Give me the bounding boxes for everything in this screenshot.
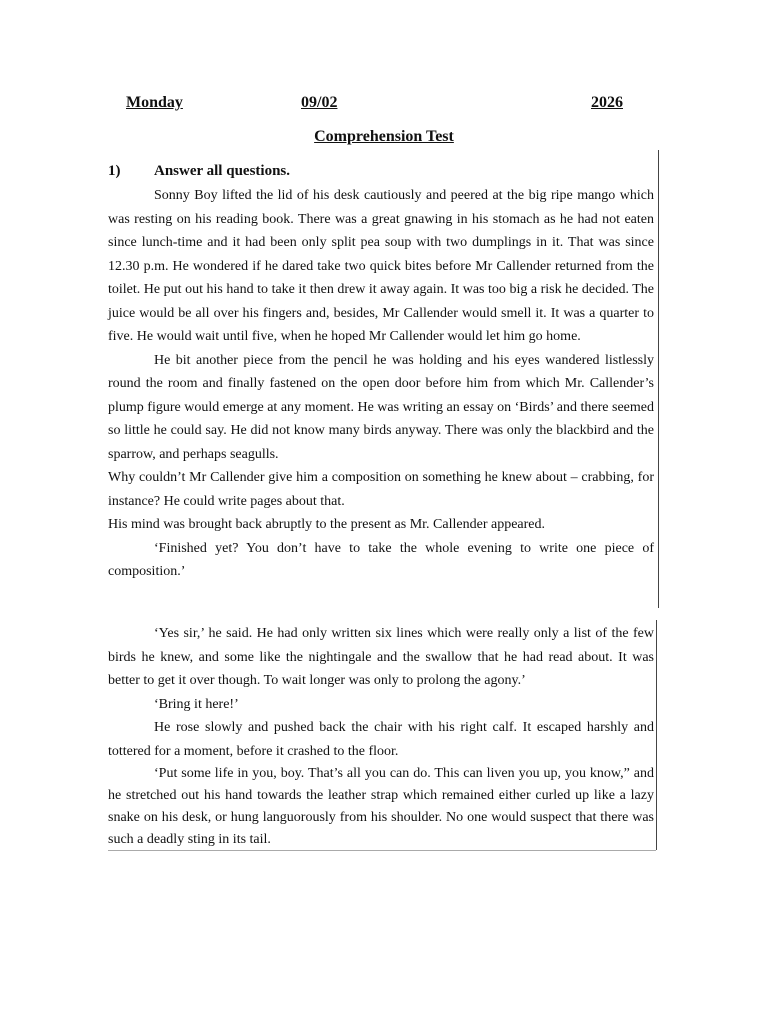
bottom-rule <box>108 850 656 851</box>
question-instruction: Answer all questions. <box>154 163 290 179</box>
margin-rule-2 <box>656 620 657 850</box>
question-number: 1) <box>108 163 121 179</box>
paragraph: ‘Bring it here!’ <box>154 696 239 712</box>
passage-part-1 <box>108 184 654 584</box>
page-title-text: Comprehension Test <box>314 128 454 145</box>
header-year: 2026 <box>591 94 623 111</box>
header-day: Monday <box>126 94 183 111</box>
header-date: 09/02 <box>301 94 338 111</box>
paragraph: Why couldn’t Mr Callender give him a composition on something he knew about – crabbing, for instance? He could write pages about that. <box>108 470 654 509</box>
passage-part-2 <box>108 622 654 851</box>
paragraph: ‘Finished yet? You don’t have to take the whole evening to write one piece of composition.’ <box>108 540 654 579</box>
paragraph: He rose slowly and pushed back the chair with his right calf. It escaped harshly and tottered for a moment, before it crashed to the floor. <box>108 720 654 759</box>
paragraph: Sonny Boy lifted the lid of his desk cautiously and peered at the big ripe mango which was resting on his reading book. There was a great gnawing in his stomach as he had not eaten since lunch-time and it had been only split pea soup with two dumplings in it. That was since 12.30 p.m. He wondered if he dared take two quick bites before Mr Callender returned from the toilet. He put out his hand to take it then drew it away again. It was too big a risk he decided. The juice would be all over his fingers and, besides, Mr Callender would smell it. It was a quarter to five. He would wait until five, when he hoped Mr Callender would let him go home. <box>108 188 654 344</box>
paragraph: ‘Yes sir,’ he said. He had only written six lines which were really only a list of the few birds he knew, and some like the nightingale and the swallow that he had read about. It was better to get it over though. To wait longer was only to prolong the agony.’ <box>108 626 654 688</box>
question-row <box>108 163 290 180</box>
paragraph: His mind was brought back abruptly to the present as Mr. Callender appeared. <box>108 517 545 532</box>
margin-rule-1 <box>658 150 659 608</box>
page-title <box>0 128 768 146</box>
paragraph: ‘Put some life in you, boy. That’s all you can do. This can liven you up, you know,” and he stretched out his hand towards the leather strap which remained either curled up like a lazy snake on his desk, or hung languorously from his shoulder. No one would suspect that there was such a deadly sting in its tail. <box>108 766 654 847</box>
paragraph: He bit another piece from the pencil he was holding and his eyes wandered listlessly round the room and finally fastened on the open door before him from which Mr. Callender’s plump figure would emerge at any moment. He was writing an essay on ‘Birds’ and there seemed so little he could say. He did not know many birds anyway. There was only the blackbird and the sparrow, and perhaps seagulls. <box>108 352 654 462</box>
